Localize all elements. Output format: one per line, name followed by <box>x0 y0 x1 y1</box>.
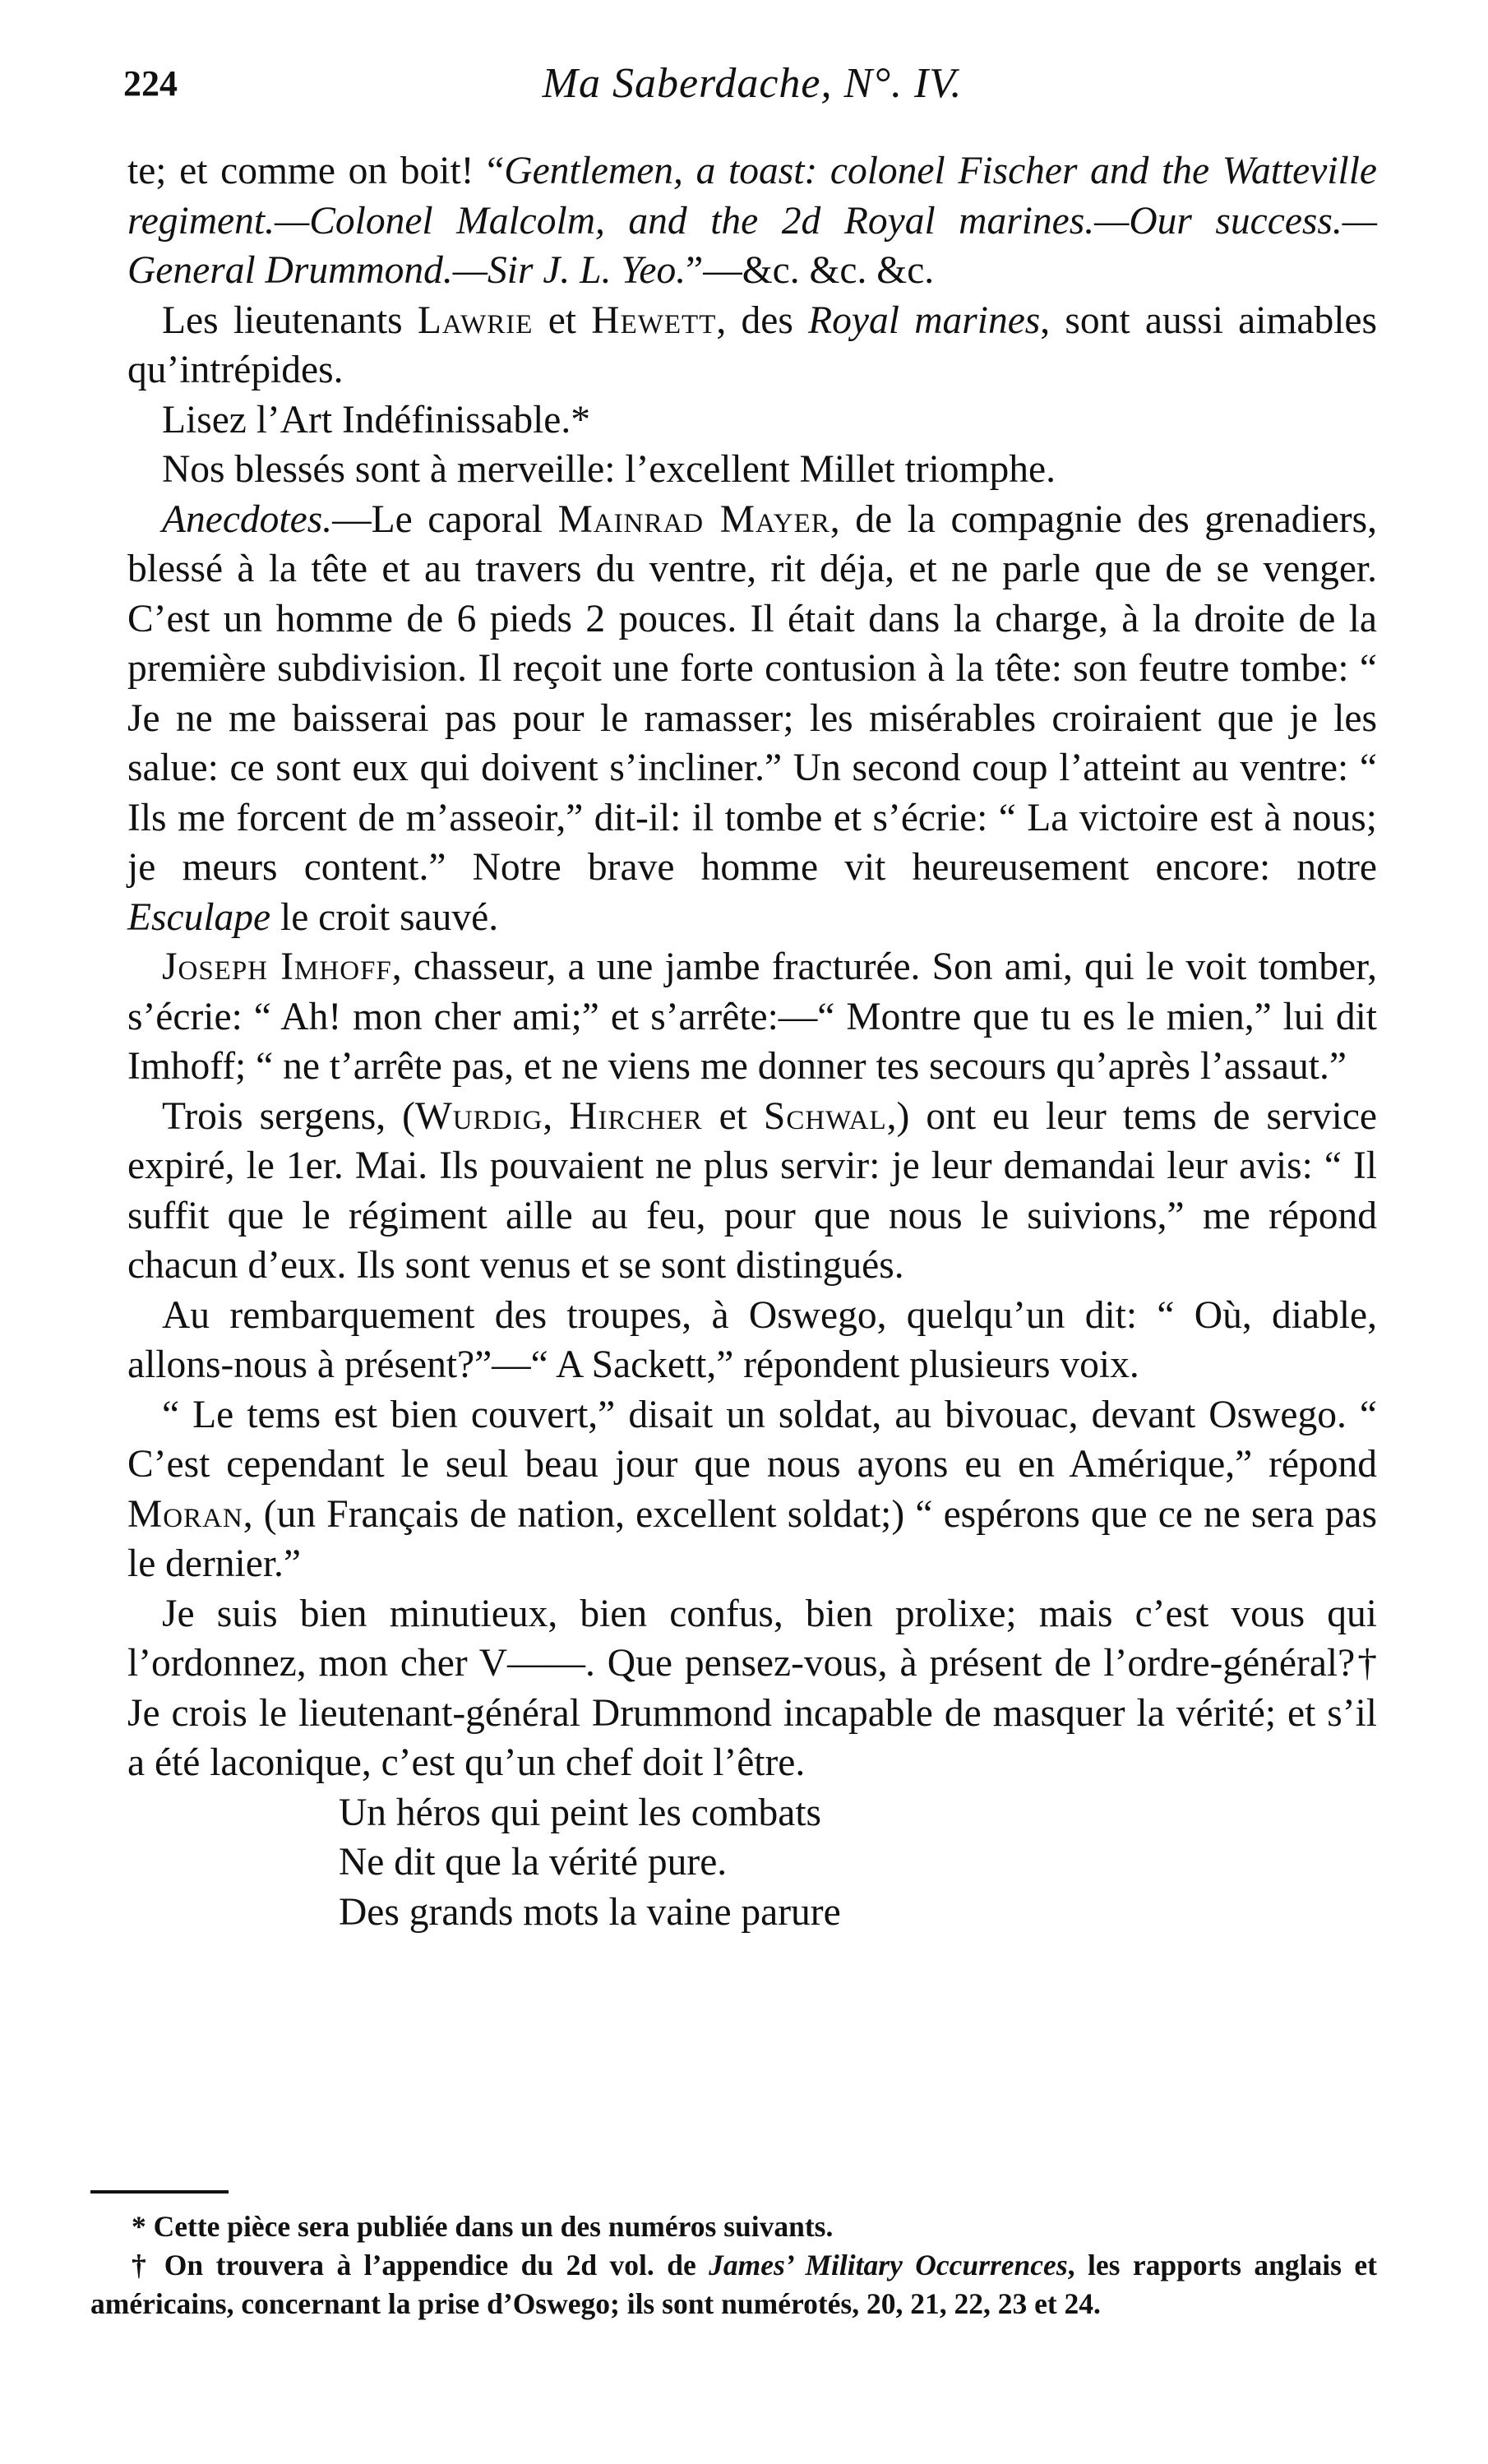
verse-line: Des grands mots la vaine parure <box>339 1890 841 1934</box>
name-schwal: Schwal <box>763 1094 887 1138</box>
text-span: , chasseur, a une jambe fracturée. Son ami, qui le voit tomber, s’écrie: “ Ah! mon cher ami;” et s’arrête:—“ Montre que tu es le mien,” lui dit Imhoff; “ ne t’arrête pas, et ne viens me donner tes secours qu’après l’assaut.” <box>127 945 1378 1088</box>
name-moran: Moran <box>127 1492 243 1536</box>
verse-line: Un héros qui peint les combats <box>339 1791 822 1834</box>
text-span: te; et comme on boit! “ <box>127 150 505 192</box>
name-lawrie: Lawrie <box>417 298 534 342</box>
text-span: , <box>543 1094 570 1138</box>
page-number: 224 <box>123 63 178 104</box>
paragraph-minutieux: Je suis bien minutieux, bien confus, bien prolixe; mais c’est vous qui l’ordonnez, mon cher V——. Que pensez-vous, à présent de l’ordre-général?† Je crois le lieutenant-général Drummond incapable de masquer la vérité; et s’il a été laconique, c’est qu’un chef doit l’être. <box>127 1592 1377 1784</box>
text-span: Les lieutenants <box>162 298 418 342</box>
paragraph-bivouac <box>127 1390 1377 1589</box>
name-joseph-imhoff: Joseph Imhoff <box>162 945 392 988</box>
footnotes <box>90 2207 1377 2323</box>
paragraph-rembarquement: Au rembarquement des troupes, à Oswego, quelqu’un dit: “ Où, diable, allons-nous à présent?”—“ A Sackett,” répondent plusieurs voix. <box>127 1293 1377 1386</box>
text-span: , sont aussi aimables qu’intrépides. <box>127 298 1378 391</box>
text-span: , des <box>716 298 809 342</box>
text-span: “ Le tems est bien couvert,” disait un soldat, au bivouac, devant Oswego. “ C’est cependant le seul beau jour que nous ayons eu en Amérique,” répond <box>127 1393 1377 1486</box>
footnote-star: * Cette pièce sera publiée dans un des numéros suivants. <box>132 2210 834 2243</box>
text-span: , (un Français de nation, excellent soldat;) “ espérons que ce ne sera pas le dernier.” <box>127 1492 1377 1585</box>
name-wurdig: Wurdig <box>414 1094 543 1138</box>
name-hircher: Hircher <box>569 1094 703 1138</box>
paragraph-anecdotes <box>127 495 1377 943</box>
text-span: ,) ont eu leur tems de service expiré, le 1er. Mai. Ils pouvaient ne plus servir: je leur demandai leur avis: “ Il suffit que le régiment aille au feu, pour que nous le suivions,” me répond chacun d’eux. Ils sont venus et se sont distingués. <box>127 1094 1377 1287</box>
page-header <box>123 59 1381 117</box>
running-title: Ma Saberdache, N°. IV. <box>542 60 963 107</box>
paragraph-sergens <box>127 1092 1377 1291</box>
text-span: † On trouvera à l’appendice du 2d vol. de <box>132 2249 709 2281</box>
anecdotes-heading: Anecdotes. <box>162 497 333 541</box>
verse-block <box>339 1788 1377 1938</box>
esculape-italic: Esculape <box>127 895 271 939</box>
footnote-dagger <box>90 2246 1377 2323</box>
toast-quote: Gentlemen, a toast: colonel Fischer and the Watteville regiment.—Colonel Malcolm, and the 2d Royal marines.—Our success.—General Drummond.—Sir J. L. Yeo. <box>127 150 1377 292</box>
text-span: Trois sergens, ( <box>162 1094 415 1138</box>
james-military-occurrences: James’ Military Occurrences <box>709 2249 1068 2281</box>
name-mainrad-mayer: Mainrad Mayer <box>557 497 830 541</box>
text-span: —Le caporal <box>332 497 558 541</box>
paragraph-blesses: Nos blessés sont à merveille: l’excellent Millet triomphe. <box>162 448 1056 491</box>
text-span: ”—&c. &c. &c. <box>686 249 935 292</box>
text-span: et <box>702 1094 764 1138</box>
paragraph-art: Lisez l’Art Indéfinissable.* <box>162 398 591 441</box>
verse-line: Ne dit que la vérité pure. <box>339 1841 728 1884</box>
name-hewett: Hewett <box>591 298 717 342</box>
royal-marines-italic: Royal marines <box>808 298 1041 342</box>
text-span: et <box>533 298 592 342</box>
paragraph-lieutenants <box>127 296 1377 395</box>
paragraph-imhoff <box>127 942 1377 1092</box>
text-span: , de la compagnie des grenadiers, blessé à la tête et au travers du ventre, rit déja, et ne parle que de se venger. C’est un homme de 6 pieds 2 pouces. Il était dans la charge, à la droite de la première subdivision. Il reçoit une forte contusion à la tête: son feutre tombe: “ Je ne me baisserai pas pour le ramasser; les misérables croiraient que je les salue: ce sont eux qui doivent s’incliner.” Un second coup l’atteint au ventre: “ Ils me forcent de m’asseoir,” dit-il: il tombe et s’écrie: “ La victoire est à nous; je meurs content.” Notre brave homme vit heureusement encore: notre <box>127 497 1377 889</box>
footnote-rule <box>90 2190 229 2194</box>
paragraph-toast <box>127 146 1377 296</box>
text-span: , les rapports anglais et américains, concernant la prise d’Oswego; ils sont numérotés, 20, 21, 22, 23 et 24. <box>90 2249 1377 2320</box>
text-span: le croit sauvé. <box>270 895 499 939</box>
main-text <box>127 146 1377 1937</box>
